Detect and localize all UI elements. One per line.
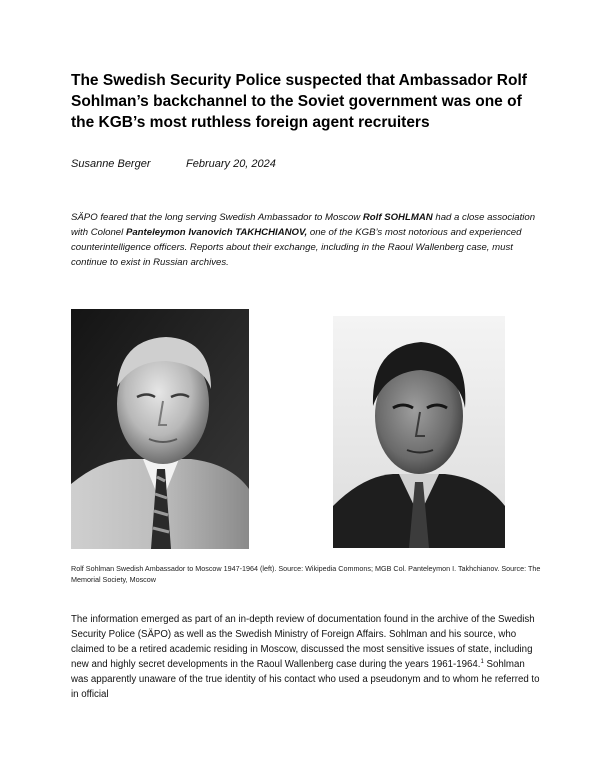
article-title: The Swedish Security Police suspected that Ambassador Rolf Sohlman’s backchannel to the Soviet government was one of the KGB’s most ruthless foreign agent recruiters — [71, 72, 527, 131]
body-text: The information emerged as part of an in-depth review of documentation found in the archive of the Swedish Security Police (SÄPO) as well as the Swedish Ministry of Foreign Affairs. Sohlman and his source, who claimed to be a retired academic residing in Moscow, discussed the most sensitive issues of state, including new and highly secret developments in the Raoul Wallenberg case during the years 1961-1964. — [71, 614, 535, 670]
abstract-name-sohlman: Rolf SOHLMAN — [362, 212, 433, 223]
abstract-text: one of the KGB’s most notorious and experienced counterintelligence officers. Reports about their exchange, including in the Raoul Wallenberg case, must continue to exist in Russian archives. — [71, 227, 522, 268]
body-paragraph — [71, 612, 541, 702]
author-name: Susanne Berger — [71, 158, 151, 170]
abstract-text: SÄPO feared that the long serving Swedish Ambassador to Moscow — [71, 212, 363, 223]
byline — [71, 158, 276, 170]
portrait-photo-takhchianov — [333, 316, 505, 548]
abstract-name-takhchianov: Panteleymon Ivanovich TAKHCHIANOV, — [125, 227, 308, 238]
abstract-paragraph — [71, 210, 539, 270]
abstract-text: had a close association with Colonel — [71, 212, 536, 238]
publication-date: February 20, 2024 — [186, 158, 276, 170]
photo-caption: Rolf Sohlman Swedish Ambassador to Moscow 1947-1964 (left). Source: Wikipedia Commons; MGB Col. Panteleymon I. Takhchianov. Source: The Memorial Society, Moscow — [71, 564, 541, 584]
body-text: Sohlman was apparently unaware of the true identity of his contact who used a pseudonym and to whom he referred to in official — [71, 659, 540, 700]
portrait-image-icon — [333, 316, 505, 548]
portrait-image-icon — [71, 309, 249, 549]
footnote-marker[interactable]: 1 — [480, 658, 484, 665]
portrait-photo-sohlman — [71, 309, 249, 549]
